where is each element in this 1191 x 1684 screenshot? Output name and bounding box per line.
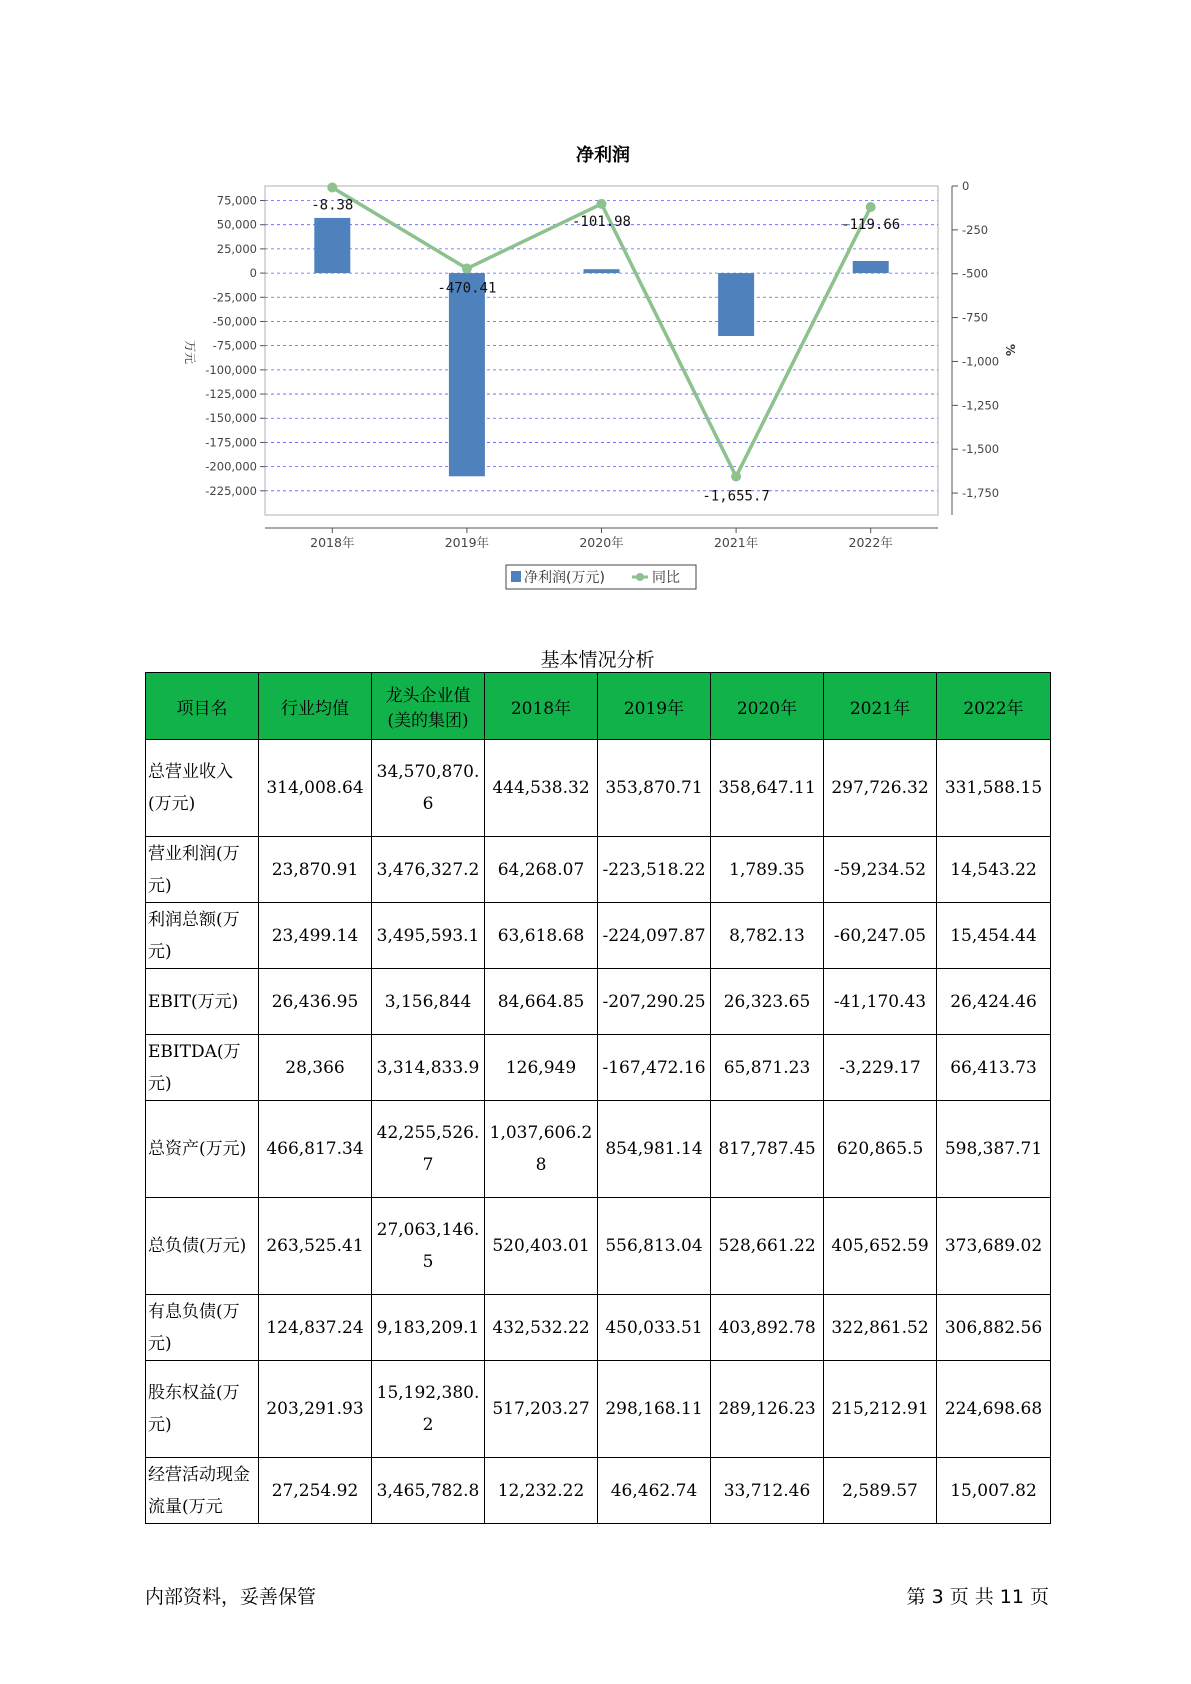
x-tick-label: 2019年 (444, 535, 490, 550)
yoy-data-label: -101.98 (571, 213, 632, 230)
table-cell: 9,183,209.1 (372, 1295, 485, 1361)
table-cell: 63,618.68 (485, 903, 598, 969)
chart-title: 净利润 (576, 145, 630, 166)
table-cell: 124,837.24 (259, 1295, 372, 1361)
table-caption: 基本情况分析 (540, 649, 655, 671)
row-label: 总资产(万元) (146, 1101, 259, 1198)
table-cell: 26,424.46 (937, 969, 1051, 1035)
table-cell: -60,247.05 (824, 903, 937, 969)
yoy-point (327, 182, 337, 192)
table-cell: 27,254.92 (259, 1458, 372, 1524)
table-cell: 84,664.85 (485, 969, 598, 1035)
table-cell: 331,588.15 (937, 740, 1051, 837)
table-cell: 358,647.11 (711, 740, 824, 837)
row-label: 利润总额(万元) (146, 903, 259, 969)
table-cell: -3,229.17 (824, 1035, 937, 1101)
table-cell: 373,689.02 (937, 1198, 1051, 1295)
yoy-data-label: -470.41 (437, 280, 497, 297)
table-cell: 23,870.91 (259, 837, 372, 903)
table-row (146, 1035, 1051, 1101)
y-tick-label: 25,000 (216, 241, 257, 256)
table-cell: 15,192,380.2 (372, 1361, 485, 1458)
table-cell: 3,476,327.2 (372, 837, 485, 903)
plot-frame (265, 186, 938, 515)
y-tick-label: -75,000 (212, 338, 257, 353)
table-cell: 466,817.34 (259, 1101, 372, 1198)
yoy-point (597, 199, 607, 209)
legend-bar-swatch (511, 571, 521, 582)
table-cell: -59,234.52 (824, 837, 937, 903)
y-tick-label: -50,000 (212, 314, 257, 329)
table-row (146, 1361, 1051, 1458)
table-row (146, 837, 1051, 903)
profit-bar (314, 218, 350, 273)
table-cell: 314,008.64 (259, 740, 372, 837)
table-cell: 26,323.65 (711, 969, 824, 1035)
table-cell: 64,268.07 (485, 837, 598, 903)
table-cell: 405,652.59 (824, 1198, 937, 1295)
table-cell: 23,499.14 (259, 903, 372, 969)
table-cell: 28,366 (259, 1035, 372, 1101)
table-cell: 1,789.35 (711, 837, 824, 903)
table-cell: 444,538.32 (485, 740, 598, 837)
table-cell: 42,255,526.7 (372, 1101, 485, 1198)
table-cell: 33,712.46 (711, 1458, 824, 1524)
profit-bar (584, 269, 620, 273)
y-tick-label: -150,000 (205, 411, 257, 426)
row-label: 总营业收入(万元) (146, 740, 259, 837)
table-header-row (146, 673, 1051, 740)
chart-canvas (0, 0, 1191, 600)
header-2022: 2022年 (937, 673, 1051, 740)
table-cell: 3,465,782.8 (372, 1458, 485, 1524)
y2-tick-label: -1,750 (962, 486, 1000, 501)
yoy-data-label: -1,655.7 (702, 488, 770, 505)
table-cell: 263,525.41 (259, 1198, 372, 1295)
y-tick-label: -200,000 (205, 459, 257, 474)
legend-line-marker (636, 573, 644, 581)
table-cell: 224,698.68 (937, 1361, 1051, 1458)
row-label: 营业利润(万元) (146, 837, 259, 903)
table-cell: 322,861.52 (824, 1295, 937, 1361)
table-row (146, 1101, 1051, 1198)
y2-tick-label: -250 (962, 222, 989, 237)
table-cell: 66,413.73 (937, 1035, 1051, 1101)
y-tick-label: -125,000 (205, 387, 257, 402)
y2-tick-label: -500 (962, 266, 989, 281)
table-cell: 528,661.22 (711, 1198, 824, 1295)
table-cell: 3,314,833.9 (372, 1035, 485, 1101)
table-cell: -167,472.16 (598, 1035, 711, 1101)
x-tick-label: 2018年 (310, 535, 355, 550)
y2-axis-title: % (1003, 343, 1017, 357)
table-cell: 14,543.22 (937, 837, 1051, 903)
table-cell: 598,387.71 (937, 1101, 1051, 1198)
table-cell: -224,097.87 (598, 903, 711, 969)
row-label: EBITDA(万元) (146, 1035, 259, 1101)
y-tick-label: 75,000 (216, 193, 257, 208)
legend-bar-label: 净利润(万元) (524, 570, 605, 586)
header-item-name: 项目名 (146, 673, 259, 740)
table-cell: 450,033.51 (598, 1295, 711, 1361)
table-cell: 65,871.23 (711, 1035, 824, 1101)
table-row (146, 1458, 1051, 1524)
header-2018: 2018年 (485, 673, 598, 740)
table-cell: 3,495,593.1 (372, 903, 485, 969)
table-cell: 215,212.91 (824, 1361, 937, 1458)
table-cell: 126,949 (485, 1035, 598, 1101)
y-tick-label: -100,000 (205, 362, 257, 377)
x-tick-label: 2021年 (713, 535, 759, 550)
x-tick-label: 2022年 (848, 535, 893, 550)
table-cell: 306,882.56 (937, 1295, 1051, 1361)
table-cell: 556,813.04 (598, 1198, 711, 1295)
row-label: 经营活动现金流量(万元 (146, 1458, 259, 1524)
table-cell: 27,063,146.5 (372, 1198, 485, 1295)
analysis-table (145, 672, 1051, 1524)
table-cell: 12,232.22 (485, 1458, 598, 1524)
table-cell: 403,892.78 (711, 1295, 824, 1361)
y2-tick-label: -1,250 (962, 398, 1000, 413)
footer-confidential-note: 内部资料，妥善保管 (145, 1586, 317, 1608)
table-cell: 520,403.01 (485, 1198, 598, 1295)
table-row (146, 740, 1051, 837)
yoy-line (332, 187, 870, 476)
x-tick-label: 2020年 (579, 535, 624, 550)
table-cell: -41,170.43 (824, 969, 937, 1035)
net-profit-chart (0, 0, 1191, 600)
row-label: 有息负债(万元) (146, 1295, 259, 1361)
yoy-point (866, 202, 876, 212)
header-leader-value: 龙头企业值(美的集团) (372, 673, 485, 740)
y2-tick-label: 0 (962, 179, 970, 193)
table-cell: 1,037,606.28 (485, 1101, 598, 1198)
table-cell: 203,291.93 (259, 1361, 372, 1458)
table-row (146, 969, 1051, 1035)
y2-tick-label: -1,500 (962, 442, 1000, 457)
y-tick-label: -225,000 (205, 483, 257, 498)
footer-page-number: 第 3 页 共 11 页 (906, 1586, 1049, 1608)
y-tick-label: -25,000 (212, 290, 257, 305)
table-body (146, 740, 1051, 1524)
header-2020: 2020年 (711, 673, 824, 740)
yoy-point (462, 264, 472, 274)
table-row (146, 1198, 1051, 1295)
table-cell: 297,726.32 (824, 740, 937, 837)
header-2021: 2021年 (824, 673, 937, 740)
table-cell: 517,203.27 (485, 1361, 598, 1458)
table-cell: 353,870.71 (598, 740, 711, 837)
table-cell: 15,454.44 (937, 903, 1051, 969)
header-2019: 2019年 (598, 673, 711, 740)
yoy-data-label: -8.38 (311, 197, 354, 214)
table-cell: 34,570,870.6 (372, 740, 485, 837)
yoy-data-label: -119.66 (841, 216, 901, 233)
profit-bar (718, 273, 754, 336)
table-cell: 289,126.23 (711, 1361, 824, 1458)
legend-line-label: 同比 (652, 570, 680, 586)
header-industry-avg: 行业均值 (259, 673, 372, 740)
table-cell: 2,589.57 (824, 1458, 937, 1524)
table-cell: 432,532.22 (485, 1295, 598, 1361)
table-cell: 817,787.45 (711, 1101, 824, 1198)
y-tick-label: 50,000 (216, 217, 257, 232)
profit-bar (449, 273, 485, 476)
y2-tick-label: -1,000 (962, 354, 1000, 369)
table-cell: 8,782.13 (711, 903, 824, 969)
table-cell: 854,981.14 (598, 1101, 711, 1198)
table-cell: 15,007.82 (937, 1458, 1051, 1524)
profit-bar (853, 261, 889, 273)
table-cell: 620,865.5 (824, 1101, 937, 1198)
row-label: 股东权益(万元) (146, 1361, 259, 1458)
row-label: EBIT(万元) (146, 969, 259, 1035)
table-row (146, 903, 1051, 969)
table-cell: -207,290.25 (598, 969, 711, 1035)
y-tick-label: 0 (249, 266, 257, 281)
table-cell: 298,168.11 (598, 1361, 711, 1458)
table-cell: -223,518.22 (598, 837, 711, 903)
y-tick-label: -175,000 (205, 435, 257, 450)
y-axis-title: 万元 (183, 339, 197, 365)
row-label: 总负债(万元) (146, 1198, 259, 1295)
yoy-point (731, 472, 741, 482)
y2-tick-label: -750 (962, 310, 989, 325)
table-cell: 3,156,844 (372, 969, 485, 1035)
table-row (146, 1295, 1051, 1361)
table-cell: 26,436.95 (259, 969, 372, 1035)
table-cell: 46,462.74 (598, 1458, 711, 1524)
